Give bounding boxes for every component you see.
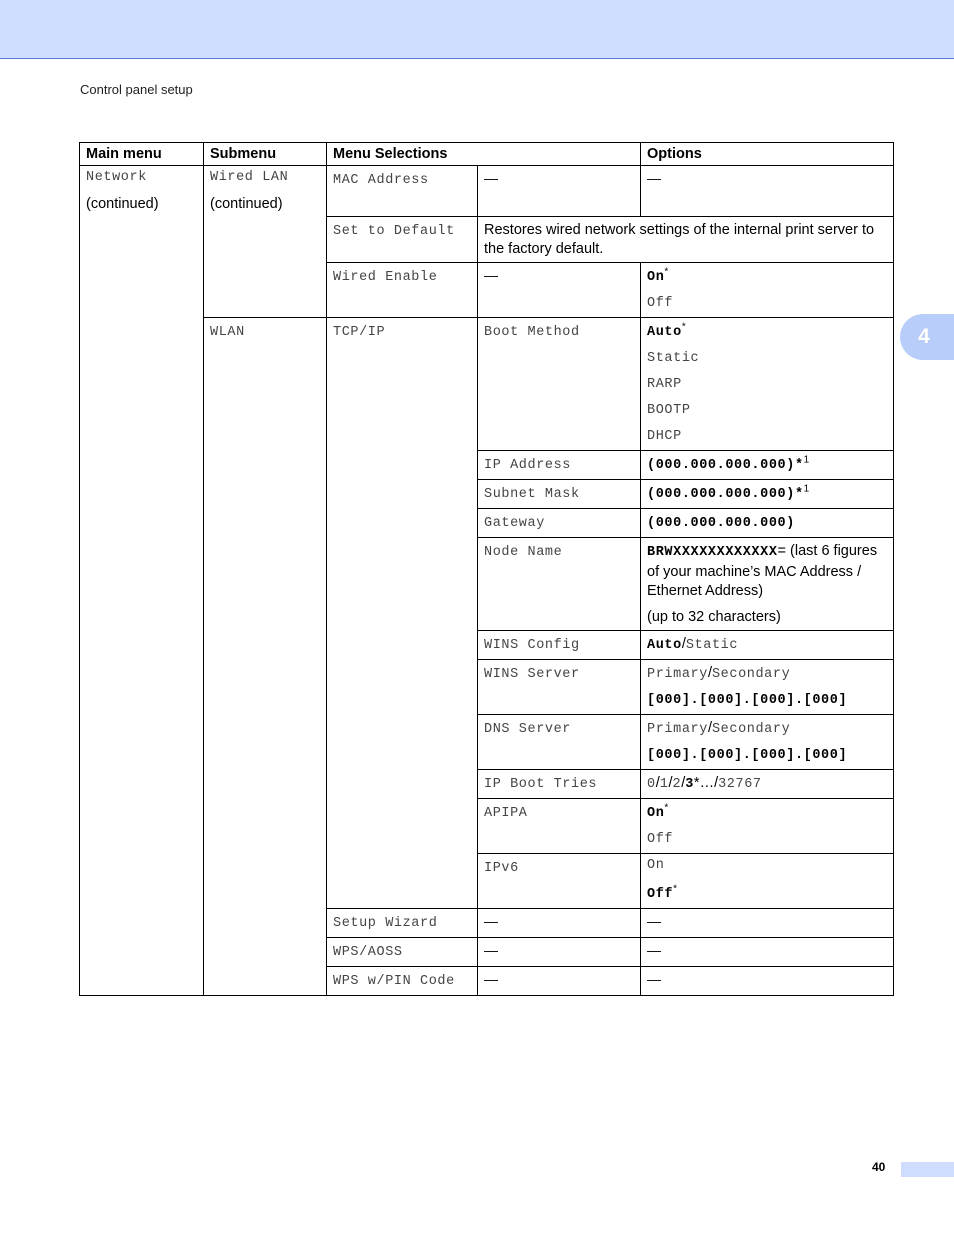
dns-server-options [641,715,894,770]
default-star: * [681,321,686,333]
ipv6-options [641,854,894,909]
node-name-options [641,538,894,631]
wps-pin-sub [478,967,641,996]
table-row [80,166,894,217]
wired-enable-cell [327,263,478,318]
option-primary: Primary [647,667,708,682]
wps-aoss-options [641,938,894,967]
tries-value-max: 32767 [718,777,762,792]
apipa-options [641,799,894,854]
wins-server-address: [000].[000].[000].[000] [647,693,848,708]
page-number: 40 [872,1160,886,1174]
dash-text: — [647,971,662,987]
option-off: Off [647,296,674,311]
tries-value-2: 2 [672,777,682,792]
submenu-wired-lan-cell [204,166,327,318]
option-auto: Auto [647,638,682,653]
header-options: Options [641,143,894,166]
wins-config-cell [478,631,641,660]
footnote-ref: 1 [803,454,810,466]
set-default-description: Restores wired network settings of the internal print server to the factory default. [484,222,875,257]
wps-pin-options [641,967,894,996]
slash-text: / [707,720,712,736]
tcpip-cell [327,318,478,909]
gateway-label: Gateway [484,516,545,531]
apipa-cell [478,799,641,854]
header-main-menu: Main menu [80,143,204,166]
network-menu-table [79,142,894,996]
wps-aoss-sub [478,938,641,967]
wired-enable-options [641,263,894,318]
header-menu-selections: Menu Selections [327,143,641,166]
main-menu-cell [80,166,204,996]
ipv6-cell [478,854,641,909]
option-static: Static [647,351,700,366]
default-star: * [794,458,804,473]
header-submenu: Submenu [204,143,327,166]
tries-value-0: 0 [647,777,656,792]
main-menu-continued: (continued) [86,196,159,212]
option-on-default: On [647,270,665,285]
mac-address-sub [478,166,641,217]
dash-text: — [484,913,498,929]
subnet-mask-value: (000.000.000.000) [647,487,795,502]
mac-address-cell [327,166,478,217]
gateway-cell [478,509,641,538]
header-band [0,0,954,59]
dash-text: — [647,170,662,186]
tries-value-3-default: 3 [685,777,694,792]
slash-text: / [681,775,686,791]
wins-server-options [641,660,894,715]
setup-wizard-cell [327,909,478,938]
slash-text: / [681,636,686,652]
dash-text: — [647,913,662,929]
ip-boot-tries-options [641,770,894,799]
dash-text: — [484,942,498,958]
option-off-default: Off [647,887,674,902]
submenu-wlan-cell [204,318,327,996]
setup-wizard-sub [478,909,641,938]
wins-server-label: WINS Server [484,667,580,682]
wps-aoss-cell [327,938,478,967]
ipv6-label: IPv6 [484,861,519,876]
default-star: * [794,487,804,502]
wps-pin-cell [327,967,478,996]
setup-wizard-label: Setup Wizard [333,916,438,931]
ip-address-label: IP Address [484,458,572,473]
dash-text: — [484,170,498,186]
node-name-value: BRWXXXXXXXXXXXX [647,545,778,560]
subnet-mask-options [641,480,894,509]
subnet-mask-label: Subnet Mask [484,487,580,502]
default-star: * [664,266,669,278]
set-default-label: Set to Default [333,224,455,239]
tcpip-label: TCP/IP [333,325,386,340]
apipa-label: APIPA [484,806,528,821]
slash-text: / [668,775,673,791]
boot-method-cell [478,318,641,451]
dns-server-cell [478,715,641,770]
default-star: * [664,802,669,814]
node-name-cell [478,538,641,631]
dns-server-address: [000].[000].[000].[000] [647,748,848,763]
dash-text: — [647,942,662,958]
node-name-chars: (up to 32 characters) [647,609,781,625]
mac-address-label: MAC Address [333,173,429,188]
dns-server-label: DNS Server [484,722,572,737]
submenu-continued: (continued) [210,196,283,212]
ip-address-cell [478,451,641,480]
tries-dots: *…/ [693,775,719,791]
footnote-ref: 1 [803,483,810,495]
submenu-wlan: WLAN [210,325,245,340]
option-off: Off [647,832,674,847]
default-star: * [673,883,678,895]
node-name-label: Node Name [484,545,563,560]
page-number-bar [901,1162,954,1177]
mac-address-options [641,166,894,217]
option-primary: Primary [647,722,708,737]
ip-address-options [641,451,894,480]
boot-method-label: Boot Method [484,325,580,340]
subnet-mask-cell [478,480,641,509]
node-name-desc: = (last 6 figures of your machine’s MAC Address / Ethernet Address) [647,543,878,599]
wps-pin-label: WPS w/PIN Code [333,974,455,989]
wps-aoss-label: WPS/AOSS [333,945,403,960]
chapter-tab: 4 [900,314,954,360]
wins-config-options [641,631,894,660]
boot-method-options [641,318,894,451]
submenu-wired-lan: Wired LAN [210,170,289,185]
gateway-options [641,509,894,538]
option-on: On [647,858,665,873]
ip-boot-tries-label: IP Boot Tries [484,777,598,792]
slash-text: / [655,775,660,791]
slash-text: / [707,665,712,681]
gateway-value: (000.000.000.000) [647,516,795,531]
dash-text: — [484,971,498,987]
option-static: Static [685,638,739,653]
section-title: Control panel setup [80,82,193,97]
set-default-desc-cell [478,217,894,263]
wired-enable-label: Wired Enable [333,270,438,285]
setup-wizard-options [641,909,894,938]
option-bootp: BOOTP [647,403,691,418]
wins-config-label: WINS Config [484,638,580,653]
option-dhcp: DHCP [647,429,682,444]
wired-enable-sub [478,263,641,318]
ip-boot-tries-cell [478,770,641,799]
option-secondary: Secondary [711,667,791,682]
table-header-row [80,143,894,166]
option-secondary: Secondary [711,722,791,737]
tries-value-1: 1 [659,777,669,792]
set-default-cell [327,217,478,263]
ip-address-value: (000.000.000.000) [647,458,795,473]
option-auto-default: Auto [647,325,682,340]
wins-server-cell [478,660,641,715]
option-rarp: RARP [647,377,682,392]
main-menu-network: Network [86,170,147,185]
option-on-default: On [647,806,665,821]
dash-text: — [484,267,498,283]
